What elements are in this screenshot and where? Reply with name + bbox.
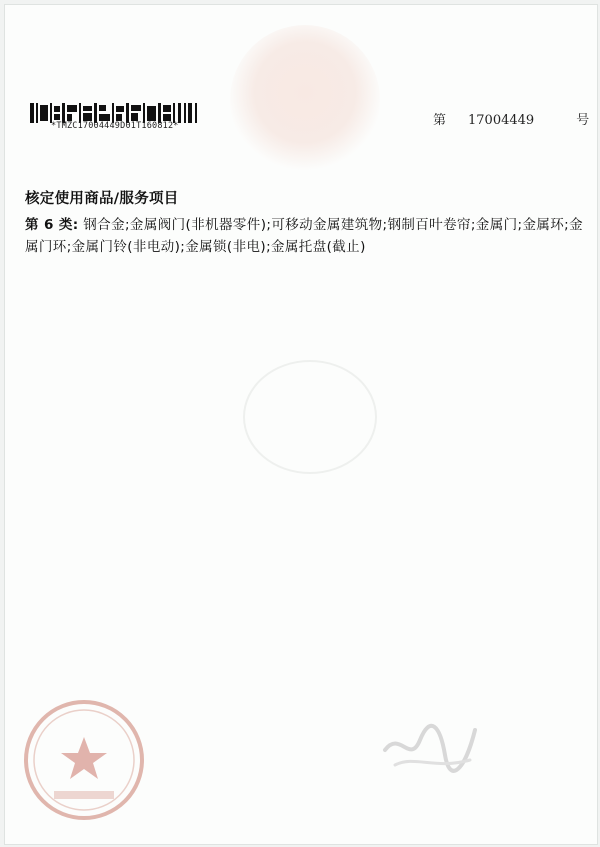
goods-services-heading: 核定使用商品/服务项目 [25, 191, 179, 207]
barcode-text: *TMZC17004449D01T160812* [51, 121, 179, 131]
signature-mark [375, 710, 485, 780]
registration-number [433, 109, 589, 128]
registration-number-value: 17004449 [468, 113, 535, 128]
registration-prefix: 第 [433, 113, 447, 128]
certificate-page [4, 4, 598, 845]
class-label: 第 6 类: [25, 217, 79, 233]
barcode-icon [30, 103, 200, 123]
goods-services-list [25, 214, 583, 258]
national-emblem-watermark [230, 25, 380, 175]
class-items: 钢合金;金属阀门(非机器零件);可移动金属建筑物;钢制百叶卷帘;金属门;金属环;金属门环;金属门铃(非电动);金属锁(非电);金属托盘(截止) [25, 217, 584, 255]
emblem-watermark [243, 360, 377, 474]
official-seal-stamp [9, 695, 159, 825]
registration-suffix: 号 [576, 113, 590, 128]
